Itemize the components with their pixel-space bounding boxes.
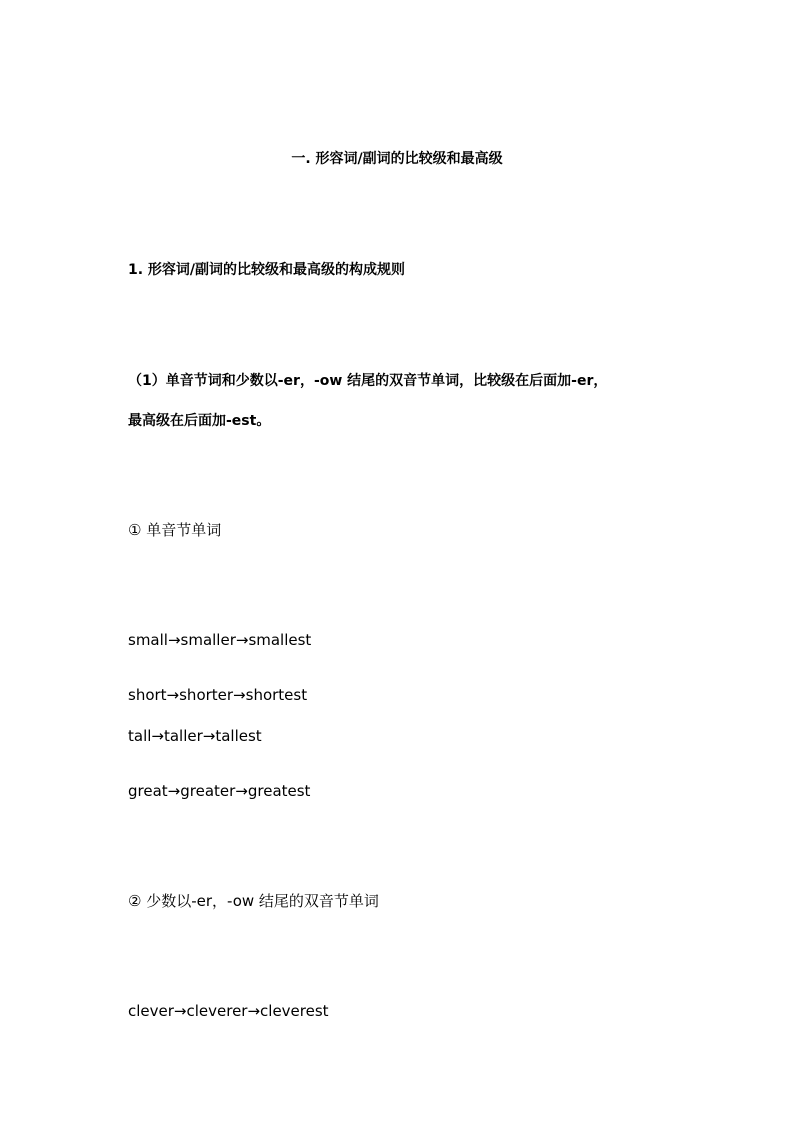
page-title: 一. 形容词/副词的比较级和最高级	[291, 151, 503, 167]
rule-text-line-1: （1）单音节词和少数以-er，-ow 结尾的双音节单词，比较级在后面加-er，	[128, 373, 608, 389]
example-line: tall→taller→tallest	[128, 727, 262, 745]
example-line: small→smaller→smallest	[128, 631, 312, 649]
example-line: short→shorter→shortest	[128, 686, 308, 704]
subsection-heading-monosyllabic: ① 单音节单词	[128, 521, 222, 539]
example-line: clever→cleverer→cleverest	[128, 1002, 329, 1020]
section-heading: 1. 形容词/副词的比较级和最高级的构成规则	[128, 262, 406, 278]
rule-text-line-2: 最高级在后面加-est。	[128, 413, 271, 429]
subsection-heading-disyllabic: ② 少数以-er，-ow 结尾的双音节单词	[128, 892, 379, 910]
example-line: great→greater→greatest	[128, 782, 311, 800]
